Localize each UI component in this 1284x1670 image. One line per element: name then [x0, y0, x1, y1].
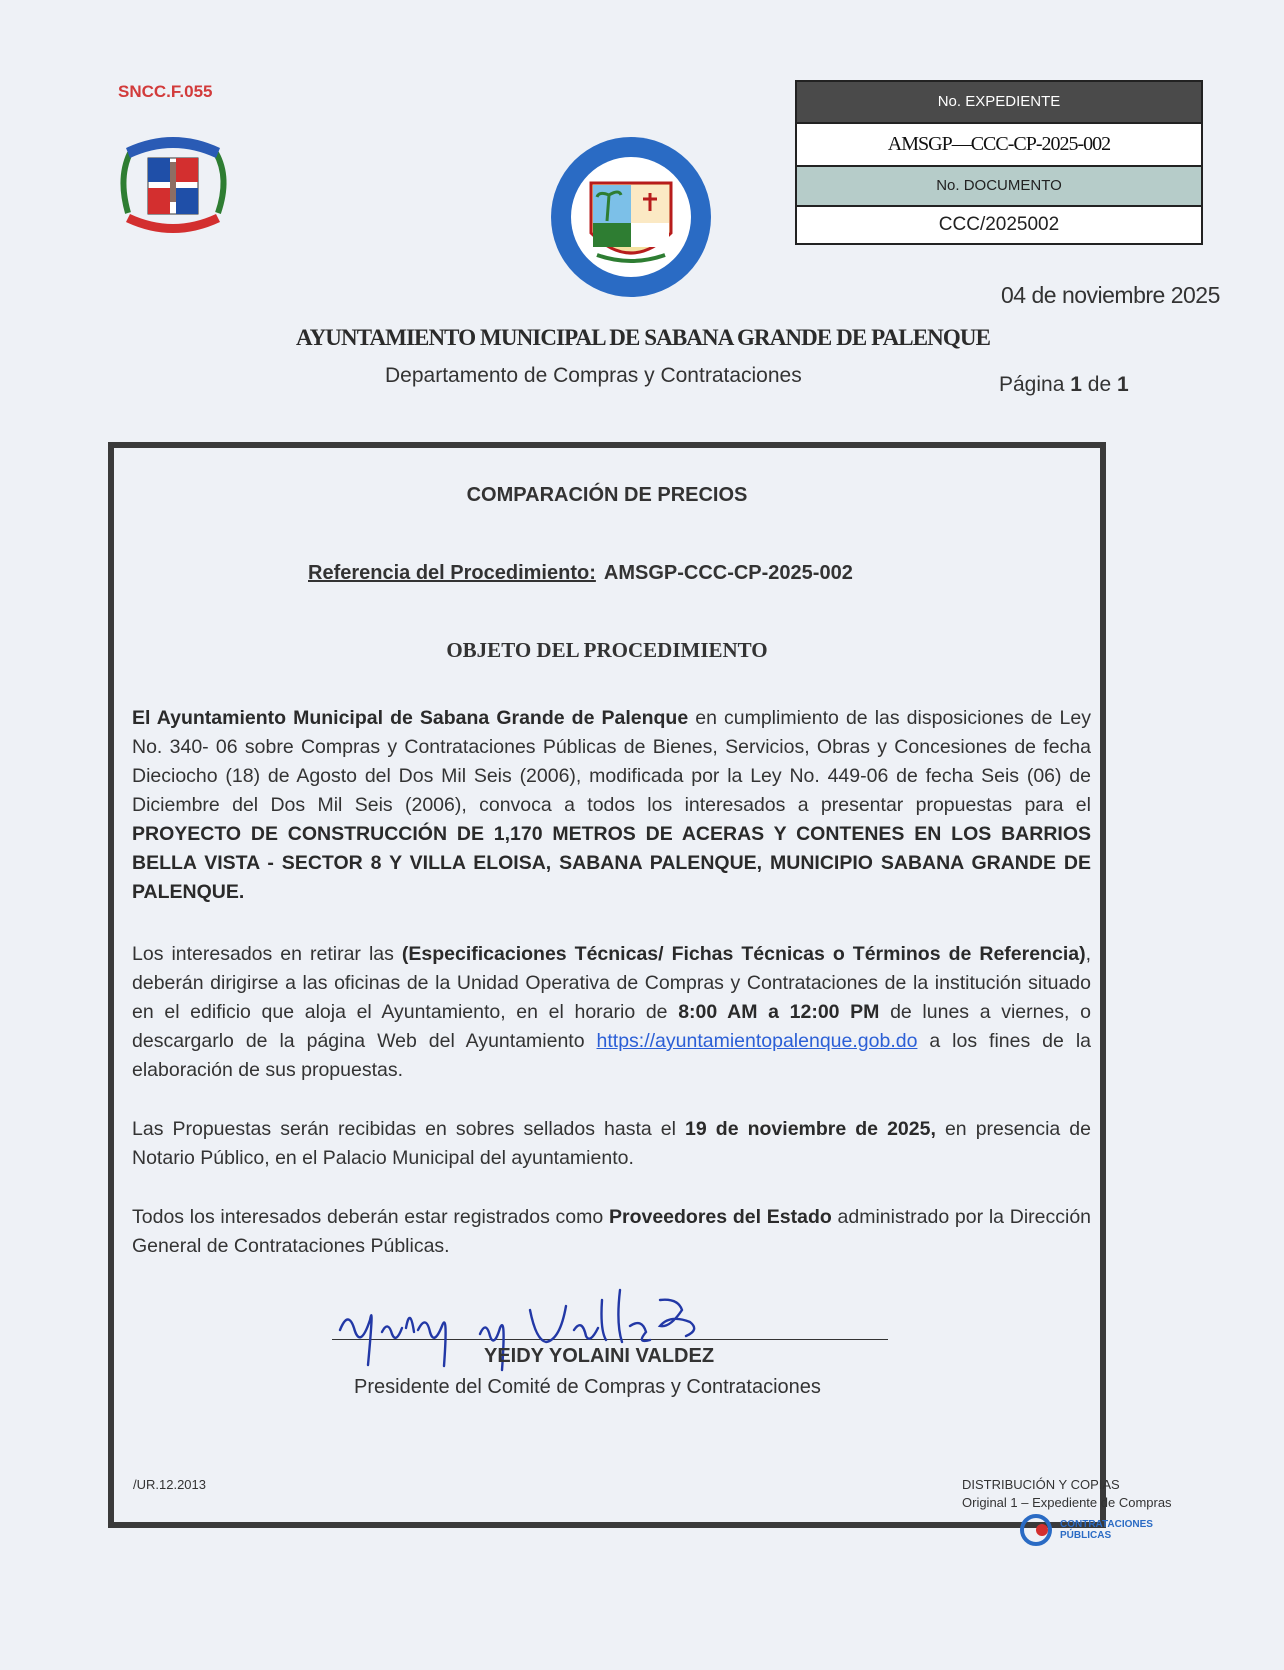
document-date: 04 de noviembre 2025 — [1001, 282, 1220, 308]
p2-text-3: de lunes a viernes, o descargarlo de la página Web del Ayuntamiento — [132, 1001, 1091, 1052]
municipal-seal-logo — [547, 133, 715, 301]
p1-project-name: PROYECTO DE CONSTRUCCIÓN DE 1,170 METROS DE ACERAS Y CONTENES EN LOS BARRIOS BELLA VISTA - SECTOR 8 Y VILLA ELOISA, SABANA PALENQUE, MUNICIPIO SABANA GRANDE DE PALENQUE. — [132, 823, 1091, 903]
expediente-label: No. EXPEDIENTE — [797, 82, 1201, 122]
form-version: /UR.12.2013 — [133, 1477, 206, 1492]
paragraph-specifications — [132, 940, 1091, 1085]
signer-name: YEIDY YOLAINI VALDEZ — [484, 1345, 715, 1367]
documento-label: No. DOCUMENTO — [797, 165, 1201, 205]
p2-text-1: Los interesados en retirar las — [132, 943, 402, 965]
reference-value: AMSGP-CCC-CP-2025-002 — [603, 562, 853, 584]
paragraph-registration — [132, 1203, 1091, 1261]
p2-text-2: , deberán dirigirse a las oficinas de la Unidad Operativa de Compras y Contrataciones de la institución situado en el edificio que aloja el Ayuntamiento, en el horario de — [132, 943, 1091, 1023]
page-of: de — [1087, 373, 1112, 396]
page-current: 1 — [1070, 373, 1082, 396]
dgcp-logo — [1018, 1508, 1178, 1548]
website-link[interactable]: https://ayuntamientopalenque.gob.do — [596, 1030, 918, 1052]
document-title: COMPARACIÓN DE PRECIOS — [466, 484, 748, 506]
distribution-title: DISTRIBUCIÓN Y COPIAS — [962, 1477, 1120, 1492]
reference-label: Referencia del Procedimiento: — [308, 562, 596, 584]
expediente-box — [795, 80, 1203, 245]
expediente-value: AMSGP—CCC-CP-2025-002 — [797, 122, 1201, 165]
p2-specs-bold: (Especificaciones Técnicas/ Fichas Técnicas o Términos de Referencia) — [401, 943, 1086, 965]
page-total: 1 — [1116, 373, 1129, 396]
p2-text-4: a los fines de la elaboración de sus propuestas. — [132, 1030, 1091, 1081]
svg-text:CONTRATACIONES: CONTRATACIONES — [1060, 1519, 1153, 1530]
page-label: Página — [999, 373, 1065, 396]
p3-text-2: en presencia de Notario Público, en el Palacio Municipal del ayuntamiento. — [132, 1118, 1091, 1169]
p4-text-2: administrado por la Dirección General de Contrataciones Públicas. — [132, 1206, 1092, 1257]
form-code: SNCC.F.055 — [118, 82, 213, 101]
p3-deadline-bold: 19 de noviembre de 2025, — [685, 1118, 936, 1140]
paragraph-object — [132, 704, 1091, 907]
distribution-line: Original 1 – Expediente de Compras — [962, 1495, 1172, 1510]
procedure-reference — [308, 562, 853, 585]
documento-value: CCC/2025002 — [797, 205, 1201, 243]
department-name: Departamento de Compras y Contrataciones — [385, 364, 802, 387]
p3-text-1: Las Propuestas serán recibidas en sobres sellados hasta el — [132, 1118, 686, 1140]
p2-hours-bold: 8:00 AM a 12:00 PM — [678, 1001, 880, 1023]
object-title: OBJETO DEL PROCEDIMIENTO — [446, 638, 768, 662]
signer-role: Presidente del Comité de Compras y Contrataciones — [354, 1376, 821, 1398]
p4-suppliers-bold: Proveedores del Estado — [608, 1206, 832, 1228]
page-indicator — [999, 373, 1129, 397]
organization-name: AYUNTAMIENTO MUNICIPAL DE SABANA GRANDE DE PALENQUE — [296, 325, 991, 350]
coat-of-arms-logo — [108, 118, 238, 248]
p1-bold-entity: El Ayuntamiento Municipal de Sabana Grande de Palenque — [132, 707, 689, 729]
svg-text:PÚBLICAS: PÚBLICAS — [1060, 1530, 1112, 1541]
paragraph-deadline — [132, 1115, 1091, 1173]
p4-text-1: Todos los interesados deberán estar registrados como — [132, 1206, 609, 1228]
p1-text: en cumplimiento de las disposiciones de Ley No. 340- 06 sobre Compras y Contrataciones Públicas de Bienes, Servicios, Obras y Concesiones de fecha Dieciocho (18) de Agosto del Dos Mil Seis (2006), modificada por la Ley No. 449-06 de fecha Seis (06) de Diciembre del Dos Mil Seis (2006), convoca a todos los interesados a presentar propuestas para el — [132, 707, 1091, 816]
